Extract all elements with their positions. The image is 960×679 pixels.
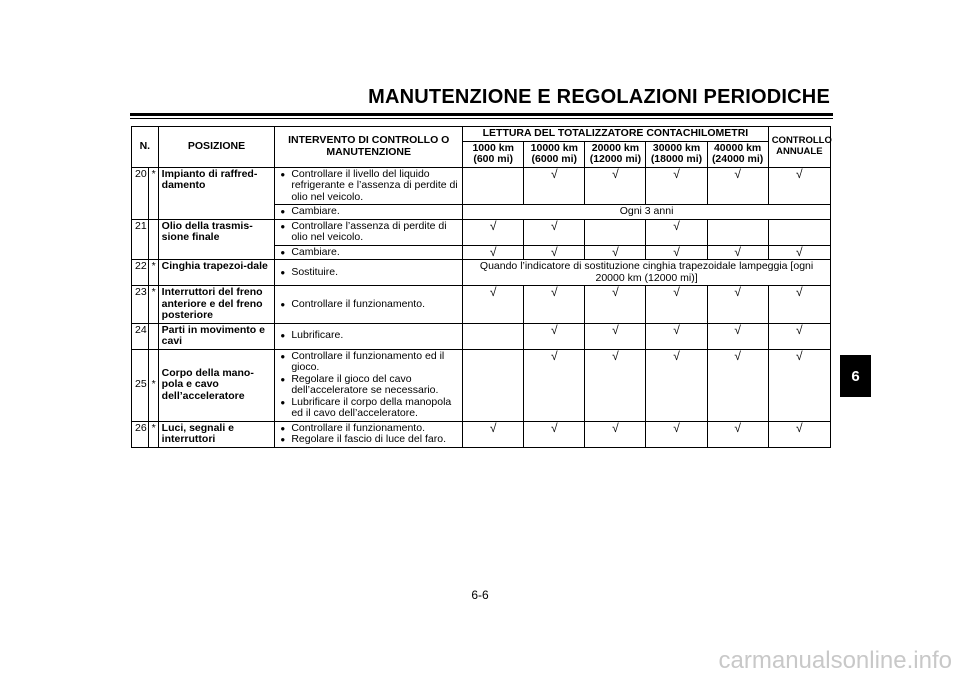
row-intervention bbox=[275, 421, 463, 447]
row-position: Impianto di raffred-damento bbox=[158, 167, 275, 219]
table-row bbox=[132, 219, 831, 245]
table-row bbox=[132, 421, 831, 447]
check-cell: √ bbox=[768, 349, 830, 421]
header-position: POSIZIONE bbox=[158, 127, 275, 168]
intervention-item: ● Controllare il funzionamento. bbox=[291, 423, 459, 435]
check-cell: √ bbox=[524, 421, 585, 447]
header-km: 40000 km bbox=[713, 141, 762, 154]
intervention-item: ● Controllare il funzionamento. bbox=[291, 299, 459, 311]
header-odometer: LETTURA DEL TOTALIZZATORE CONTACHILOMETRI bbox=[463, 127, 769, 142]
watermark: carmanualsonline.info bbox=[718, 647, 952, 674]
chapter-tab: 6 bbox=[840, 355, 871, 397]
table-row bbox=[132, 286, 831, 324]
check-cell: √ bbox=[463, 219, 524, 245]
check-cell: √ bbox=[707, 245, 768, 260]
intervention-item: ● Controllare il livello del liquido refrigerante e l’assenza di perdite di olio nel veicolo. bbox=[291, 169, 459, 204]
row-number: 25 bbox=[132, 349, 149, 421]
check-cell: √ bbox=[463, 245, 524, 260]
row-intervention bbox=[275, 260, 463, 286]
check-cell: √ bbox=[707, 323, 768, 349]
header-mi: (6000 mi) bbox=[531, 153, 578, 165]
table-row bbox=[132, 167, 831, 205]
row-asterisk: * bbox=[148, 421, 158, 447]
intervention-item: ● Cambiare. bbox=[291, 247, 459, 259]
check-cell: √ bbox=[768, 286, 830, 324]
header-mi: (600 mi) bbox=[473, 153, 514, 165]
check-cell: √ bbox=[707, 421, 768, 447]
header-mi: (24000 mi) bbox=[711, 153, 764, 165]
intervention-item: ● Lubrificare. bbox=[291, 330, 459, 342]
check-cell: √ bbox=[768, 245, 830, 260]
check-cell: √ bbox=[585, 167, 646, 205]
check-cell: √ bbox=[524, 245, 585, 260]
header-km-1000 bbox=[463, 141, 524, 167]
row-number: 20 bbox=[132, 167, 149, 219]
check-cell: √ bbox=[585, 421, 646, 447]
header-annual-line1: CONTROLLO bbox=[771, 135, 832, 147]
row-intervention bbox=[275, 286, 463, 324]
row-position: Cinghia trapezoi-dale bbox=[158, 260, 275, 286]
check-cell: √ bbox=[646, 219, 707, 245]
intervention-item: ● Cambiare. bbox=[291, 206, 459, 218]
row-asterisk bbox=[148, 219, 158, 260]
check-cell: √ bbox=[646, 286, 707, 324]
intervention-item: ● Regolare il fascio di luce del faro. bbox=[291, 434, 459, 446]
row-number: 24 bbox=[132, 323, 149, 349]
check-cell: √ bbox=[768, 323, 830, 349]
check-cell bbox=[463, 349, 524, 421]
row-intervention bbox=[275, 323, 463, 349]
check-cell: √ bbox=[707, 349, 768, 421]
row-intervention bbox=[275, 245, 463, 260]
span-note: Ogni 3 anni bbox=[463, 205, 831, 220]
check-cell: √ bbox=[768, 421, 830, 447]
intervention-item: ● Controllare l’assenza di perdite di olio nel veicolo. bbox=[291, 221, 459, 244]
row-asterisk: * bbox=[148, 286, 158, 324]
row-position: Interruttori del freno anteriore e del freno posteriore bbox=[158, 286, 275, 324]
check-cell: √ bbox=[524, 349, 585, 421]
check-cell: √ bbox=[646, 167, 707, 205]
maintenance-table bbox=[131, 126, 831, 448]
check-cell: √ bbox=[463, 421, 524, 447]
row-position: Corpo della mano-pola e cavo dell’acceleratore bbox=[158, 349, 275, 421]
check-cell: √ bbox=[646, 323, 707, 349]
check-cell bbox=[463, 323, 524, 349]
check-cell bbox=[707, 219, 768, 245]
intervention-item: ● Controllare il funzionamento ed il gioco. bbox=[291, 351, 459, 374]
check-cell: √ bbox=[707, 167, 768, 205]
header-mi: (12000 mi) bbox=[589, 153, 642, 165]
header-annual-line2: ANNUALE bbox=[776, 145, 823, 157]
header-km: 1000 km bbox=[472, 141, 514, 154]
title-rule-thin bbox=[130, 118, 833, 119]
row-number: 26 bbox=[132, 421, 149, 447]
header-km: 20000 km bbox=[591, 141, 640, 154]
check-cell: √ bbox=[524, 219, 585, 245]
row-intervention bbox=[275, 205, 463, 220]
page-number: 6-6 bbox=[471, 588, 489, 602]
check-cell: √ bbox=[463, 286, 524, 324]
row-asterisk: * bbox=[148, 260, 158, 286]
check-cell: √ bbox=[524, 323, 585, 349]
check-cell: √ bbox=[585, 245, 646, 260]
row-number: 23 bbox=[132, 286, 149, 324]
row-intervention bbox=[275, 167, 463, 205]
row-intervention bbox=[275, 219, 463, 245]
table-row bbox=[132, 260, 831, 286]
intervention-item: ● Sostituire. bbox=[291, 267, 459, 279]
row-intervention bbox=[275, 349, 463, 421]
row-number: 22 bbox=[132, 260, 149, 286]
check-cell: √ bbox=[707, 286, 768, 324]
header-num: N. bbox=[132, 127, 159, 168]
header-km-30000 bbox=[646, 141, 707, 167]
check-cell: √ bbox=[768, 167, 830, 205]
page-title: MANUTENZIONE E REGOLAZIONI PERIODICHE bbox=[368, 86, 830, 108]
check-cell: √ bbox=[524, 286, 585, 324]
row-position: Luci, segnali e interruttori bbox=[158, 421, 275, 447]
header-km: 30000 km bbox=[652, 141, 701, 154]
check-cell: √ bbox=[646, 245, 707, 260]
check-cell: √ bbox=[524, 167, 585, 205]
check-cell: √ bbox=[646, 421, 707, 447]
row-position: Olio della trasmis-sione finale bbox=[158, 219, 275, 260]
span-note: Quando l’indicatore di sostituzione cinghia trapezoidale lampeggia [ogni 20000 km (12000 mi)] bbox=[463, 260, 831, 286]
row-number: 21 bbox=[132, 219, 149, 260]
check-cell: √ bbox=[585, 349, 646, 421]
row-asterisk: * bbox=[148, 349, 158, 421]
header-intervention: INTERVENTO DI CONTROLLO O MANUTENZIONE bbox=[275, 127, 463, 168]
title-rule bbox=[130, 113, 833, 116]
header-annual bbox=[768, 127, 830, 168]
header-km-20000 bbox=[585, 141, 646, 167]
header-km-40000 bbox=[707, 141, 768, 167]
table-row bbox=[132, 349, 831, 421]
header-km-10000 bbox=[524, 141, 585, 167]
check-cell: √ bbox=[646, 349, 707, 421]
header-mi: (18000 mi) bbox=[650, 153, 703, 165]
check-cell: √ bbox=[585, 323, 646, 349]
row-asterisk: * bbox=[148, 167, 158, 219]
check-cell: √ bbox=[585, 286, 646, 324]
table-row bbox=[132, 323, 831, 349]
check-cell bbox=[585, 219, 646, 245]
row-asterisk bbox=[148, 323, 158, 349]
row-position: Parti in movimento e cavi bbox=[158, 323, 275, 349]
header-km: 10000 km bbox=[530, 141, 578, 154]
intervention-item: ● Lubrificare il corpo della manopola ed il cavo dell’acceleratore. bbox=[291, 397, 459, 420]
check-cell bbox=[768, 219, 830, 245]
check-cell bbox=[463, 167, 524, 205]
intervention-item: ● Regolare il gioco del cavo dell’acceleratore se necessario. bbox=[291, 374, 459, 397]
